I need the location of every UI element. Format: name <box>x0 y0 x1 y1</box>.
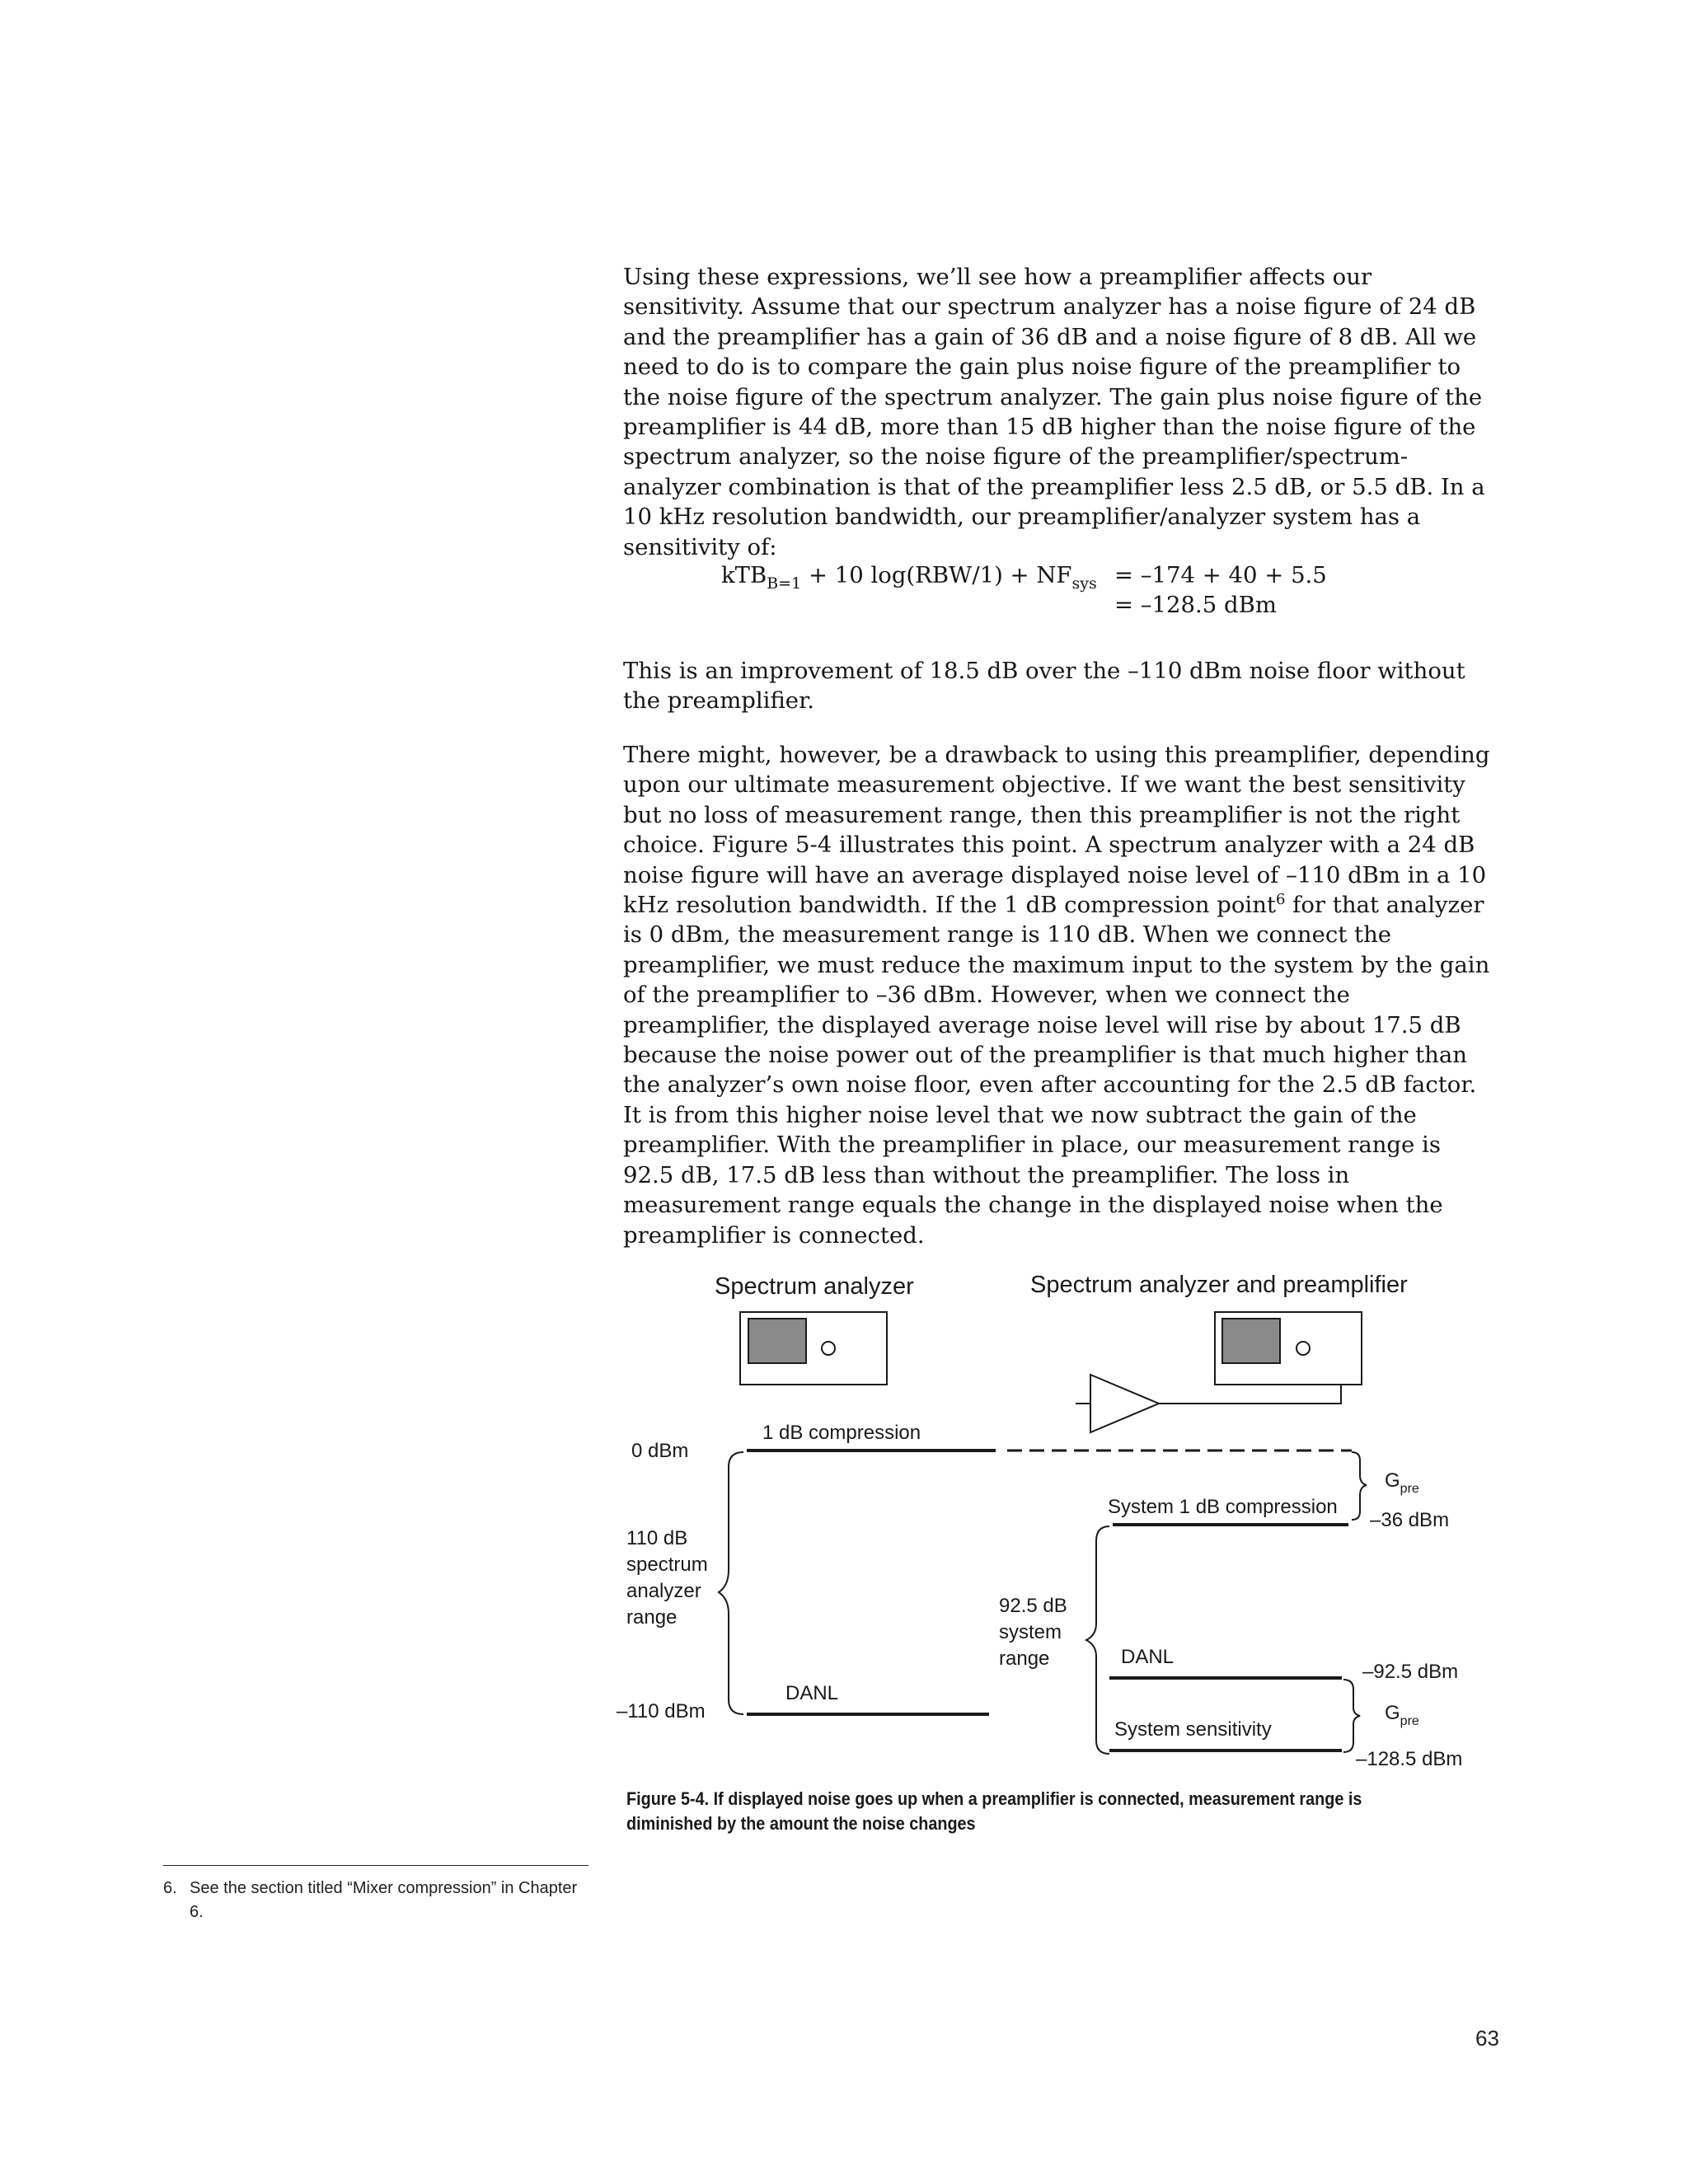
label-left-range-line2: spectrum <box>626 1554 708 1576</box>
spectrum-analyzer-icon <box>740 1312 887 1385</box>
paragraph-text: This is an improvement of 18.5 dB over the –110 dBm noise floor without the preamplifier. <box>623 658 1465 715</box>
left-range-brace <box>719 1452 743 1714</box>
equation-term-ktb: kTB <box>721 562 767 588</box>
label-minus-92-5-dbm: –92.5 dBm <box>1362 1661 1459 1683</box>
analyzer-knob <box>1296 1342 1310 1355</box>
figure-caption: Figure 5-4. If displayed noise goes up when a preamplifier is connected, measurement range is diminished by the amount the noise changes <box>626 1788 1362 1834</box>
footnote-text: See the section titled “Mixer compression” in Chapter 6. <box>190 1879 578 1921</box>
footnote-number: 6. <box>163 1879 177 1897</box>
label-system-sensitivity: System sensitivity <box>1114 1718 1272 1741</box>
label-minus-128-5-dbm: –128.5 dBm <box>1356 1748 1463 1770</box>
equation-subscript-sys: sys <box>1071 574 1097 593</box>
paragraph-text-before: There might, however, be a drawback to using this preamplifier, depending upon our ultimate measurement objective. If we want the best sensitivity but no loss of measurement range, then this preamplifier is not the right choice. Figure 5-4 illustrates this point. A spectrum analyzer with a 24 dB noise figure will have an average displayed noise level of –110 dBm in a 10 kHz resolution bandwidth. If the 1 dB compression point <box>623 742 1490 919</box>
equation-term-rbw-nf: + 10 log(RBW/1) + NF <box>801 562 1072 588</box>
gpre-brace-top <box>1352 1452 1367 1520</box>
analyzer-knob <box>822 1342 835 1355</box>
label-left-danl: DANL <box>785 1682 839 1704</box>
label-right-range-line3: range <box>999 1647 1050 1670</box>
label-minus-36-dbm: –36 dBm <box>1370 1509 1450 1531</box>
label-gpre-top: $G_{pre}$ <box>1385 1469 1419 1496</box>
amplifier-output-cable <box>1159 1385 1341 1404</box>
paragraph-text: Using these expressions, we’ll see how a preamplifier affects our sensitivity. Assume that our spectrum analyzer has a noise figure of 24 dB and the preamplifier has a gain of 36 dB and a noise figure of 8 dB. All we need to do is to compare the gain plus noise figure of the preamplifier to the noise figure of the spectrum analyzer. The gain plus noise figure of the preamplifier is 44 dB, more than 15 dB higher than the noise figure of the spectrum analyzer, so the noise figure of the preamplifier/spectrum-analyzer combination is that of the preamplifier less 2.5 dB, or 5.5 dB. In a 10 kHz resolution bandwidth, our preamplifier/analyzer system has a sensitivity of: <box>623 264 1485 560</box>
label-gpre-bottom: $G_{pre}$ <box>1385 1702 1419 1728</box>
analyzer-screen <box>1222 1319 1280 1363</box>
label-right-danl: DANL <box>1121 1646 1175 1668</box>
preamplifier-icon <box>1076 1375 1341 1432</box>
spectrum-analyzer-preamp-icon <box>1215 1312 1362 1385</box>
paragraph-text-after: for that analyzer is 0 dBm, the measurement range is 110 dB. When we connect the preamplifier, we must reduce the maximum input to the system by the gain of the preamplifier to –36 dBm. However, when we connect the preamplifier, the displayed average noise level will rise by about 17.5 dB because the noise power out of the preamplifier is that much higher than the analyzer’s own noise floor, even after accounting for the 2.5 dB factor. It is from this higher noise level that we now subtract the gain of the preamplifier. With the preamplifier in place, our measurement range is 92.5 dB, 17.5 dB less than without the preamplifier. The loss in measurement range equals the change in the displayed noise when the preamplifier is connected. <box>623 892 1490 1249</box>
analyzer-screen <box>748 1319 806 1363</box>
right-range-brace <box>1086 1526 1109 1754</box>
label-1db-compression: 1 dB compression <box>762 1422 921 1444</box>
label-left-range-line3: analyzer <box>626 1580 701 1602</box>
label-right-range-line2: system <box>999 1621 1062 1643</box>
footnote-reference: 6 <box>1275 891 1286 909</box>
equation-rhs-line1: = –174 + 40 + 5.5 <box>1114 562 1327 588</box>
label-left-range-line1: 110 dB <box>626 1527 688 1549</box>
amplifier-triangle <box>1090 1375 1159 1432</box>
equation-rhs-line2: = –128.5 dBm <box>1114 592 1277 618</box>
label-system-compression: System 1 dB compression <box>1108 1496 1338 1518</box>
figure-title-right: Spectrum analyzer and preamplifier <box>1030 1272 1408 1298</box>
label-minus-110-dbm: –110 dBm <box>617 1700 706 1722</box>
footnote-divider <box>163 1865 588 1866</box>
label-left-range-line4: range <box>626 1606 678 1629</box>
label-right-range-line1: 92.5 dB <box>999 1595 1067 1617</box>
figure-title-left: Spectrum analyzer <box>715 1273 914 1300</box>
equation-subscript-b: B=1 <box>767 574 802 593</box>
gpre-brace-bottom <box>1343 1680 1360 1752</box>
label-0-dbm: 0 dBm <box>631 1440 689 1462</box>
page-number: 63 <box>1475 2026 1499 2050</box>
